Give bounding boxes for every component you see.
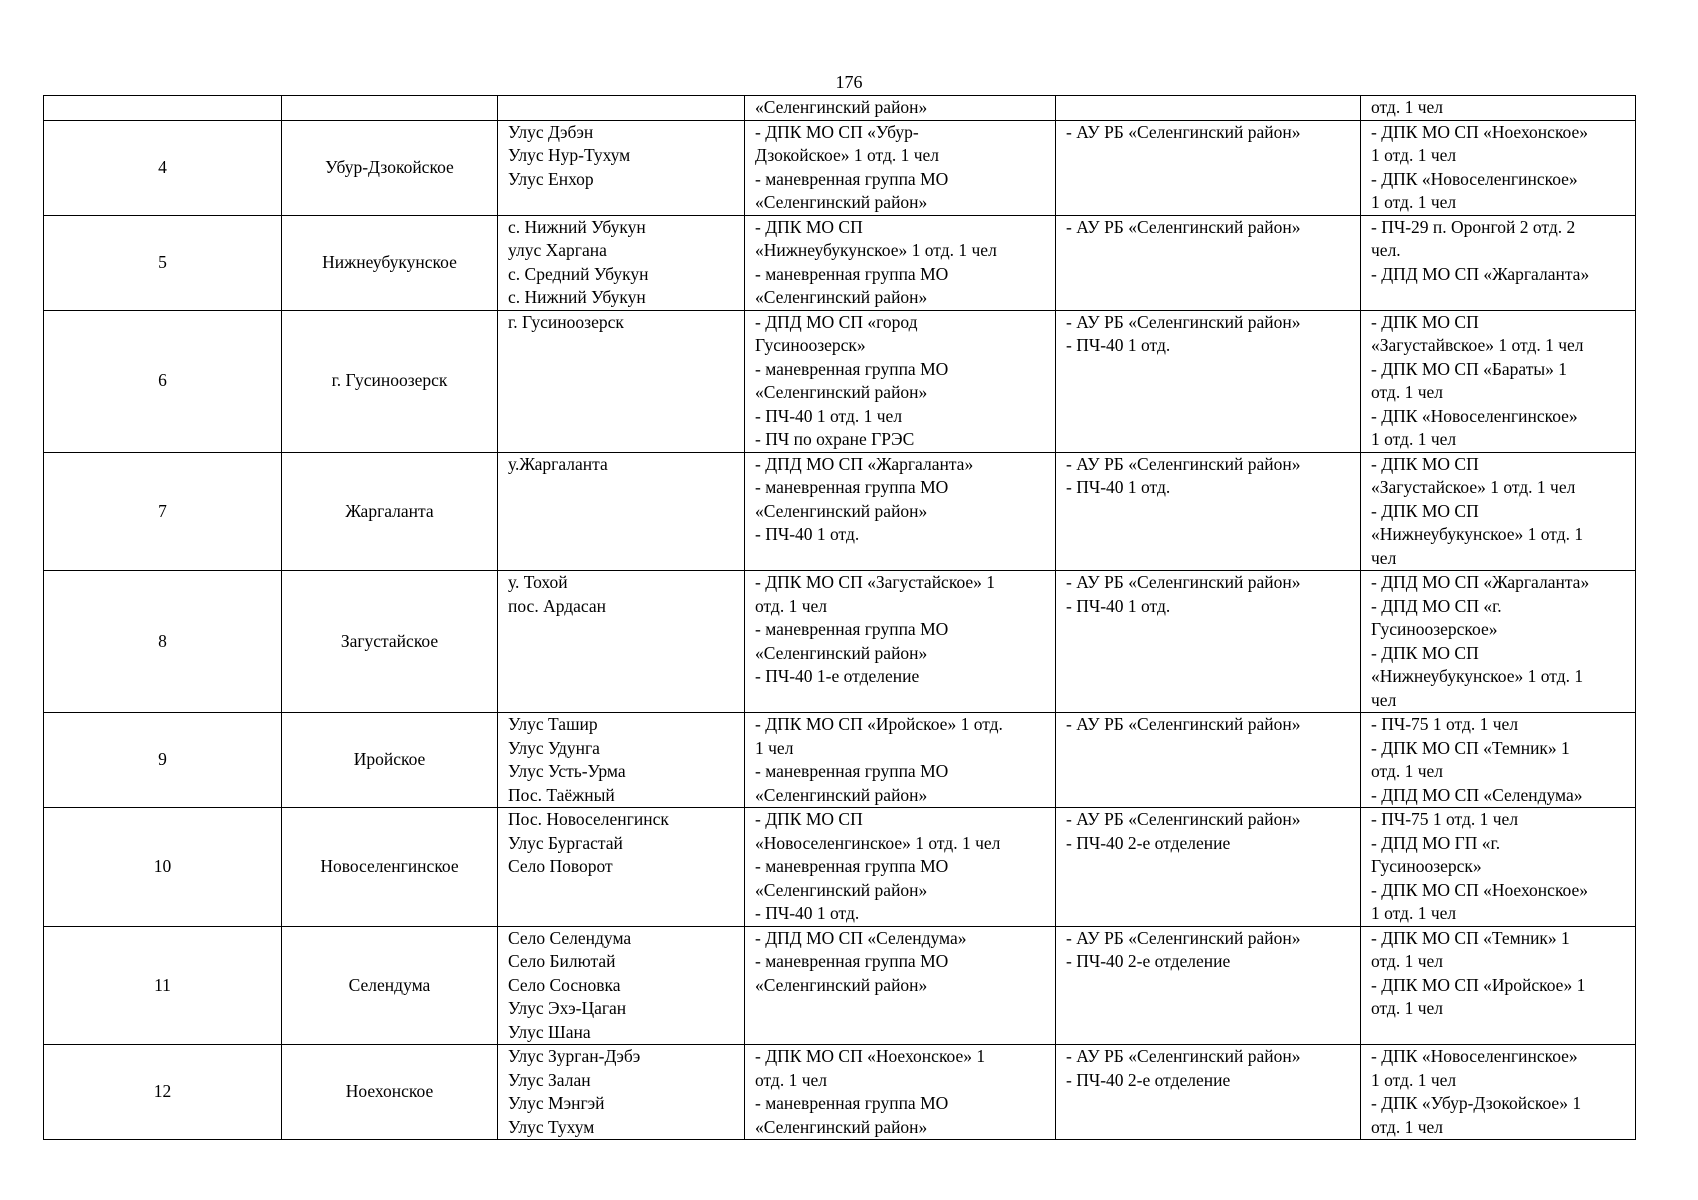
table-row <box>44 96 1636 121</box>
settlement-name: Жаргаланта <box>282 452 498 571</box>
forces-reserve: - ДПК МО СП «Загустайское» 1 отд. 1 чел - ДПК МО СП «Нижнеубукунское» 1 отд. 1 чел <box>1361 452 1636 571</box>
localities: с. Нижний Убукун улус Харгана с. Средний Убукун с. Нижний Убукун <box>498 215 745 310</box>
settlement-name: Селендума <box>282 926 498 1045</box>
forces-first: «Селенгинский район» <box>745 96 1056 121</box>
page-number: 176 <box>835 72 863 92</box>
settlement-name: Убур-Дзокойское <box>282 120 498 215</box>
forces-reserve: - ДПК МО СП «Загустайвское» 1 отд. 1 чел - ДПК МО СП «Бараты» 1 отд. 1 чел - ДПК «Новоселенгинское» 1 отд. 1 чел <box>1361 310 1636 452</box>
localities: Село Селендума Село Билютай Село Сосновка Улус Эхэ-Цаган Улус Шана <box>498 926 745 1045</box>
forces-second: - АУ РБ «Селенгинский район» <box>1056 215 1361 310</box>
forces-second <box>1056 96 1361 121</box>
settlement-name <box>282 96 498 121</box>
localities: Улус Дэбэн Улус Нур-Тухум Улус Енхор <box>498 120 745 215</box>
forces-first: - ДПК МО СП «Иройское» 1 отд. 1 чел - маневренная группа МО «Селенгинский район» <box>745 713 1056 808</box>
settlement-name: Загустайское <box>282 571 498 713</box>
forces-reserve: - ПЧ-29 п. Оронгой 2 отд. 2 чел. - ДПД МО СП «Жаргаланта» <box>1361 215 1636 310</box>
forces-first: - ДПД МО СП «город Гусиноозерск» - маневренная группа МО «Селенгинский район» - ПЧ-40 1 отд. 1 чел - ПЧ по охране ГРЭС <box>745 310 1056 452</box>
forces-second: - АУ РБ «Селенгинский район» - ПЧ-40 2-е отделение <box>1056 808 1361 927</box>
settlement-name: Ноехонское <box>282 1045 498 1140</box>
forces-reserve: отд. 1 чел <box>1361 96 1636 121</box>
row-number: 6 <box>44 310 282 452</box>
forces-reserve: - ПЧ-75 1 отд. 1 чел - ДПД МО ГП «г. Гусиноозерск» - ДПК МО СП «Ноехонское» 1 отд. 1 чел <box>1361 808 1636 927</box>
fire-forces-table <box>43 95 1636 1140</box>
forces-reserve: - ДПК МО СП «Темник» 1 отд. 1 чел - ДПК МО СП «Иройское» 1 отд. 1 чел <box>1361 926 1636 1045</box>
settlement-name: Новоселенгинское <box>282 808 498 927</box>
table-row <box>44 452 1636 571</box>
localities: г. Гусиноозерск <box>498 310 745 452</box>
table-row <box>44 571 1636 713</box>
row-number: 5 <box>44 215 282 310</box>
forces-first: - ДПК МО СП «Загустайское» 1 отд. 1 чел - маневренная группа МО «Селенгинский район» - ПЧ-40 1-е отделение <box>745 571 1056 713</box>
forces-second: - АУ РБ «Селенгинский район» - ПЧ-40 1 отд. <box>1056 310 1361 452</box>
forces-first: - ДПД МО СП «Жаргаланта» - маневренная группа МО «Селенгинский район» - ПЧ-40 1 отд. <box>745 452 1056 571</box>
table-row <box>44 808 1636 927</box>
table-row <box>44 713 1636 808</box>
forces-first: - ДПК МО СП «Убур- Дзокойское» 1 отд. 1 чел - маневренная группа МО «Селенгинский район» <box>745 120 1056 215</box>
forces-second: - АУ РБ «Селенгинский район» <box>1056 120 1361 215</box>
table-row <box>44 1045 1636 1140</box>
localities: Улус Зурган-Дэбэ Улус Залан Улус Мэнгэй Улус Тухум <box>498 1045 745 1140</box>
table-row <box>44 926 1636 1045</box>
settlement-name: Иройское <box>282 713 498 808</box>
forces-reserve: - ДПД МО СП «Жаргаланта» - ДПД МО СП «г. Гусиноозерское» - ДПК МО СП «Нижнеубукунское» 1 отд. 1 чел <box>1361 571 1636 713</box>
settlement-name: Нижнеубукунское <box>282 215 498 310</box>
settlement-name: г. Гусиноозерск <box>282 310 498 452</box>
forces-reserve: - ДПК МО СП «Ноехонское» 1 отд. 1 чел - ДПК «Новоселенгинское» 1 отд. 1 чел <box>1361 120 1636 215</box>
forces-second: - АУ РБ «Селенгинский район» - ПЧ-40 2-е отделение <box>1056 1045 1361 1140</box>
forces-second: - АУ РБ «Селенгинский район» - ПЧ-40 2-е отделение <box>1056 926 1361 1045</box>
localities: у.Жаргаланта <box>498 452 745 571</box>
forces-second: - АУ РБ «Селенгинский район» - ПЧ-40 1 отд. <box>1056 571 1361 713</box>
row-number: 12 <box>44 1045 282 1140</box>
table-row <box>44 310 1636 452</box>
forces-first: - ДПД МО СП «Селендума» - маневренная группа МО «Селенгинский район» <box>745 926 1056 1045</box>
row-number: 4 <box>44 120 282 215</box>
localities <box>498 96 745 121</box>
row-number: 9 <box>44 713 282 808</box>
row-number: 8 <box>44 571 282 713</box>
localities: Улус Ташир Улус Удунга Улус Усть-Урма Пос. Таёжный <box>498 713 745 808</box>
row-number: 11 <box>44 926 282 1045</box>
forces-first: - ДПК МО СП «Новоселенгинское» 1 отд. 1 чел - маневренная группа МО «Селенгинский район» - ПЧ-40 1 отд. <box>745 808 1056 927</box>
table-row <box>44 215 1636 310</box>
forces-reserve: - ПЧ-75 1 отд. 1 чел - ДПК МО СП «Темник» 1 отд. 1 чел - ДПД МО СП «Селендума» <box>1361 713 1636 808</box>
table-row <box>44 120 1636 215</box>
row-number <box>44 96 282 121</box>
forces-first: - ДПК МО СП «Ноехонское» 1 отд. 1 чел - маневренная группа МО «Селенгинский район» <box>745 1045 1056 1140</box>
localities: у. Тохой пос. Ардасан <box>498 571 745 713</box>
forces-second: - АУ РБ «Селенгинский район» <box>1056 713 1361 808</box>
row-number: 7 <box>44 452 282 571</box>
localities: Пос. Новоселенгинск Улус Бургастай Село Поворот <box>498 808 745 927</box>
forces-reserve: - ДПК «Новоселенгинское» 1 отд. 1 чел - ДПК «Убур-Дзокойское» 1 отд. 1 чел <box>1361 1045 1636 1140</box>
forces-first: - ДПК МО СП «Нижнеубукунское» 1 отд. 1 чел - маневренная группа МО «Селенгинский район» <box>745 215 1056 310</box>
row-number: 10 <box>44 808 282 927</box>
forces-second: - АУ РБ «Селенгинский район» - ПЧ-40 1 отд. <box>1056 452 1361 571</box>
